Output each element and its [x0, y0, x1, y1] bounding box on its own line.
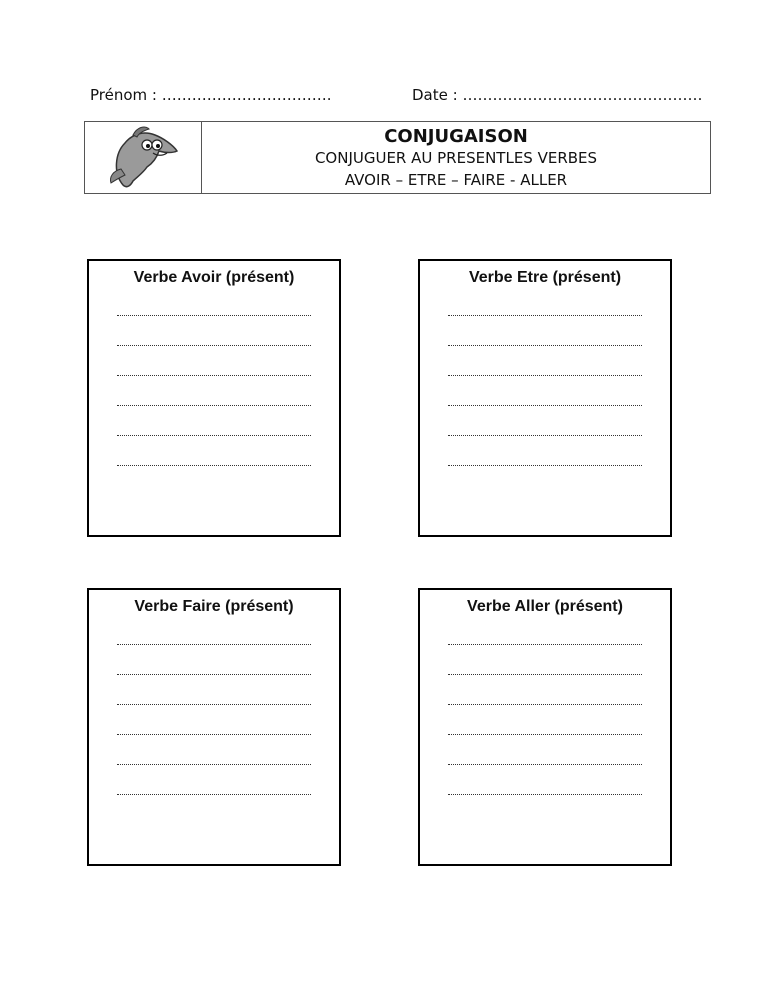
answer-line[interactable] [117, 674, 311, 675]
answer-line[interactable] [117, 345, 311, 346]
answer-line[interactable] [448, 375, 642, 376]
verb-box-title: Verbe Faire (présent) [134, 598, 294, 615]
answer-line[interactable] [448, 345, 642, 346]
answer-line[interactable] [117, 435, 311, 436]
answer-line[interactable] [448, 704, 642, 705]
worksheet-subtitle-2: AVOIR – ETRE – FAIRE - ALLER [344, 171, 568, 189]
verb-box-faire [87, 588, 341, 866]
answer-line[interactable] [117, 794, 311, 795]
answer-line[interactable] [117, 375, 311, 376]
logo-cell [85, 122, 202, 193]
verb-box-title: Verbe Avoir (présent) [133, 269, 295, 286]
answer-line[interactable] [448, 794, 642, 795]
answer-line[interactable] [448, 644, 642, 645]
answer-line[interactable] [117, 764, 311, 765]
prenom-field[interactable]: Prénom : ……………………………. [90, 86, 332, 104]
answer-line[interactable] [117, 315, 311, 316]
verb-box-title: Verbe Aller (présent) [467, 598, 623, 615]
banner-text [202, 122, 710, 193]
verb-box-etre [418, 259, 672, 537]
answer-line[interactable] [448, 315, 642, 316]
answer-line[interactable] [448, 734, 642, 735]
verb-box-avoir [87, 259, 341, 537]
dolphin-icon [103, 123, 183, 193]
answer-line[interactable] [117, 405, 311, 406]
answer-line[interactable] [117, 465, 311, 466]
answer-line[interactable] [448, 465, 642, 466]
worksheet-banner [84, 121, 711, 194]
answer-line[interactable] [448, 435, 642, 436]
worksheet-subtitle-1: CONJUGUER AU PRESENTLES VERBES [314, 149, 598, 167]
date-field[interactable]: Date : ………………………………………… [412, 86, 703, 104]
verb-box-title: Verbe Etre (présent) [468, 269, 622, 286]
answer-line[interactable] [448, 405, 642, 406]
answer-line[interactable] [117, 734, 311, 735]
answer-line[interactable] [448, 674, 642, 675]
answer-line[interactable] [448, 764, 642, 765]
answer-line[interactable] [117, 644, 311, 645]
worksheet-title: CONJUGAISON [384, 126, 528, 147]
answer-line[interactable] [117, 704, 311, 705]
verb-box-aller [418, 588, 672, 866]
